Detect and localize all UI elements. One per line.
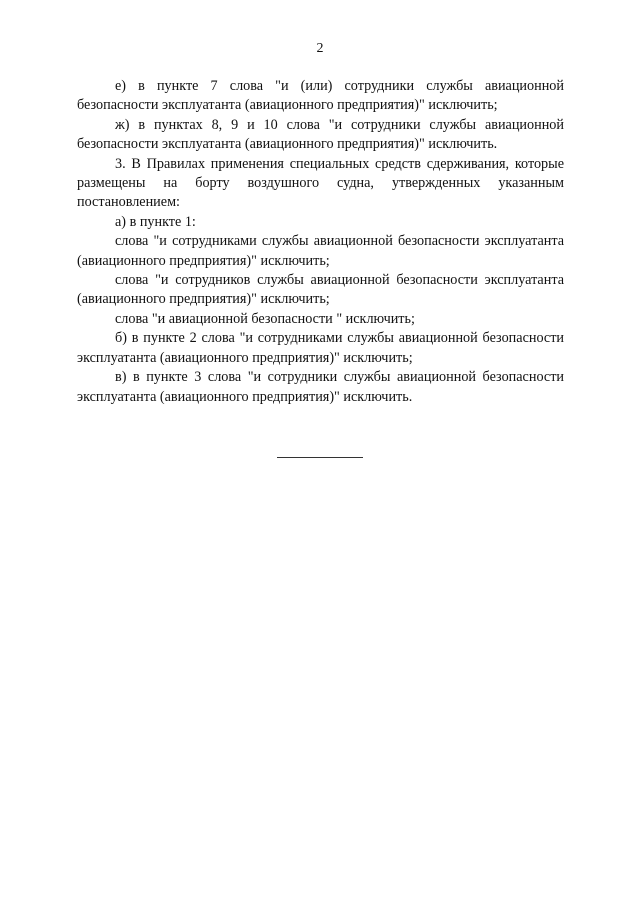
paragraph-words-employees-genitive: слова "и сотрудников службы авиационной безопасности эксплуатанта (авиационного предприятия)" исключить; bbox=[77, 272, 564, 308]
page-number: 2 bbox=[316, 41, 324, 56]
paragraph-3-restraint-rules: 3. В Правилах применения специальных средств сдерживания, которые размещены на борту воздушного судна, утвержденных указанным постановлением: bbox=[77, 155, 564, 211]
paragraph-words-aviation-security: слова "и авиационной безопасности " исключить; bbox=[115, 310, 415, 327]
paragraph-zh-points-8-9-10: ж) в пунктах 8, 9 и 10 слова "и сотрудники службы авиационной безопасности эксплуатанта (авиационного предприятия)" исключить. bbox=[77, 116, 564, 153]
paragraph-v-point-3: в) в пункте 3 слова "и сотрудники службы авиационной безопасности эксплуатанта (авиационного предприятия)" исключить. bbox=[77, 369, 564, 405]
document-body bbox=[77, 77, 564, 407]
paragraph-a-point-1: а) в пункте 1: bbox=[115, 213, 196, 230]
end-separator-line bbox=[277, 457, 363, 458]
paragraph-b-point-2: б) в пункте 2 слова "и сотрудниками службы авиационной безопасности эксплуатанта (авиационного предприятия)" исключить; bbox=[77, 330, 564, 366]
paragraph-e-point-7: е) в пункте 7 слова "и (или) сотрудники службы авиационной безопасности эксплуатанта (авиационного предприятия)" исключить; bbox=[77, 78, 564, 114]
paragraph-words-employees-instrumental: слова "и сотрудниками службы авиационной безопасности эксплуатанта (авиационного предприятия)" исключить; bbox=[77, 233, 564, 269]
